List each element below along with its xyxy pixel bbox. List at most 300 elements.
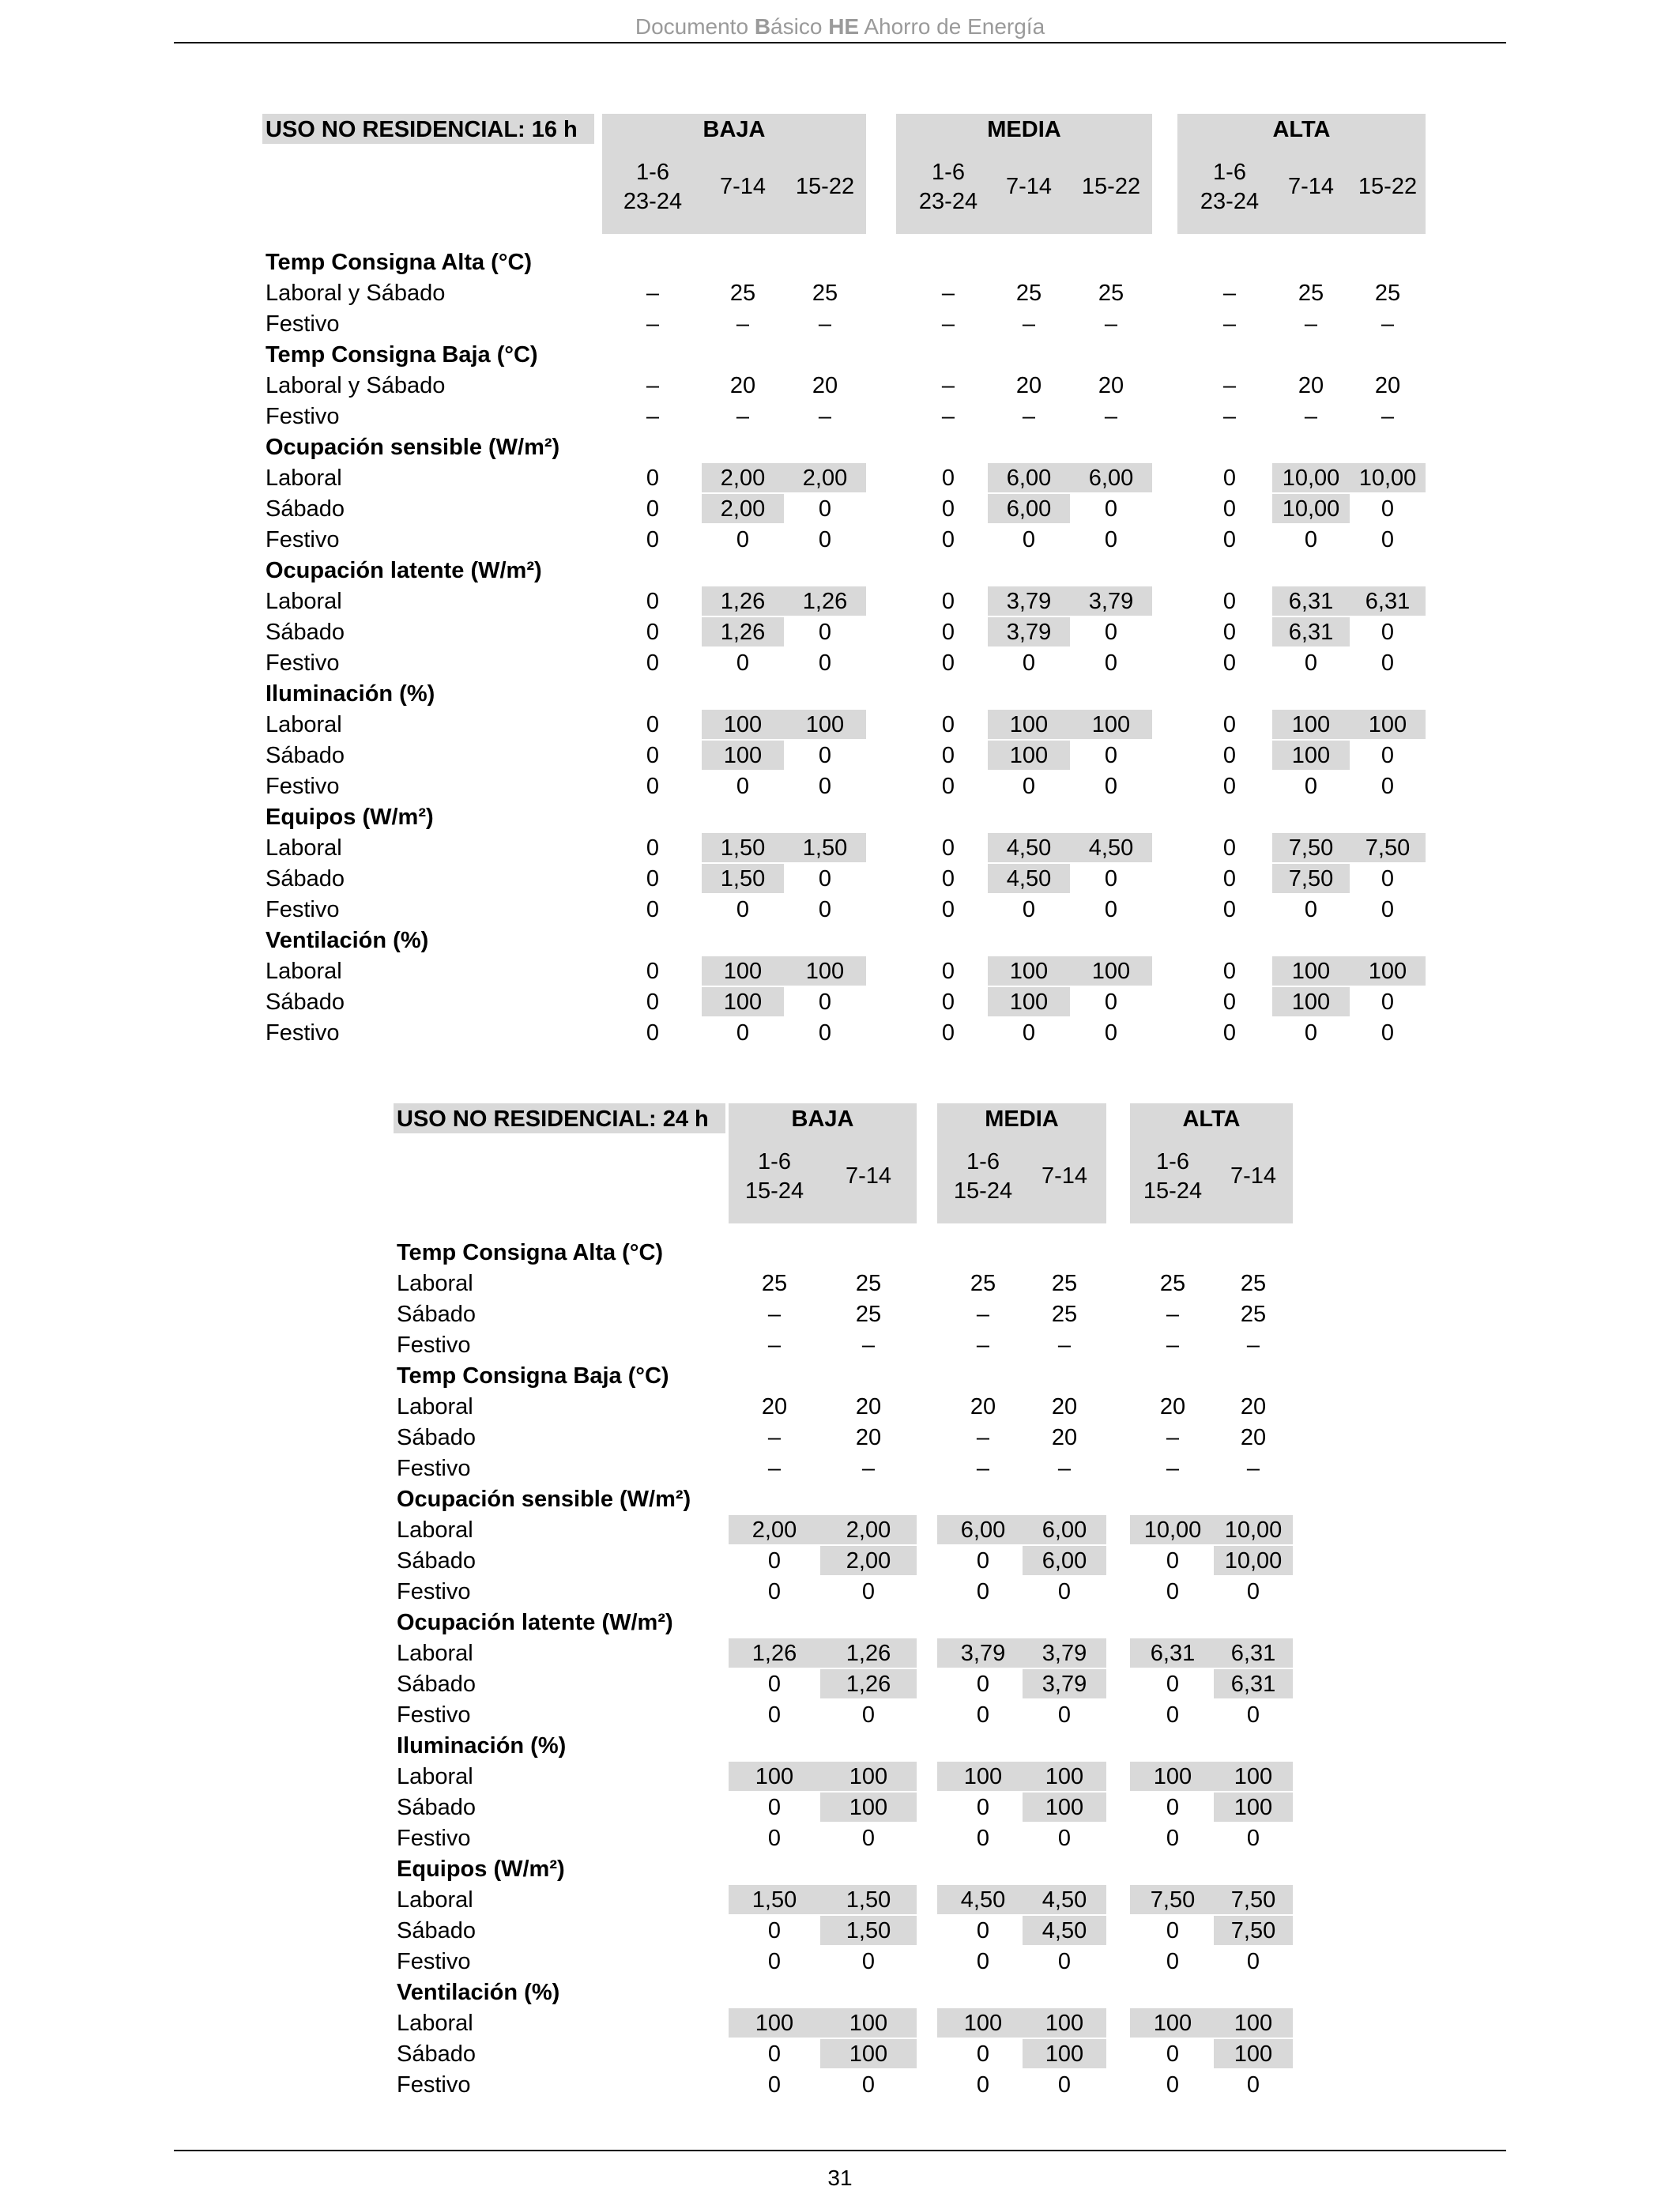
table-cell: 25: [1015, 281, 1042, 306]
table-cell: 100: [1291, 959, 1331, 984]
table-cell: 0: [1104, 990, 1118, 1015]
table-cell: 25: [855, 1271, 882, 1296]
table-cell: –: [1166, 1302, 1180, 1327]
section-title: Ocupación sensible (W/m²): [266, 435, 560, 460]
column-header-line: 23-24: [918, 189, 978, 214]
table-cell: 0: [646, 774, 660, 799]
table-cell: 100: [1091, 959, 1131, 984]
table-cell: 0: [736, 897, 750, 922]
table-cell: 0: [1166, 2041, 1180, 2067]
section-title: Temp Consigna Alta (°C): [266, 250, 533, 275]
table-cell: 20: [1015, 373, 1042, 398]
table-cell: –: [1222, 373, 1237, 398]
table-cell: –: [767, 1333, 782, 1358]
table-cell: 2,00: [751, 1517, 797, 1543]
column-header-line: 7-14: [1005, 174, 1053, 199]
table-cell: –: [1381, 404, 1395, 429]
table-cell: 0: [646, 496, 660, 522]
table-cell: 0: [646, 1020, 660, 1046]
table-cell: 25: [812, 281, 838, 306]
table-cell: 0: [1222, 959, 1237, 984]
table-cell: 0: [1166, 2072, 1180, 2098]
table-cell: 2,00: [720, 466, 766, 491]
column-header: [937, 1148, 1029, 1206]
table-cell: 100: [1368, 712, 1407, 737]
table-cell: 0: [861, 1826, 876, 1851]
table-cell: 0: [1304, 774, 1318, 799]
table-cell: 0: [736, 527, 750, 552]
table-cell: 0: [818, 743, 832, 768]
table-cell: –: [1304, 311, 1318, 337]
table-cell: 0: [1166, 1548, 1180, 1574]
table-cell: 0: [767, 1548, 782, 1574]
table-cell: –: [1057, 1456, 1072, 1481]
table-cell: –: [1166, 1456, 1180, 1481]
table-cell: 100: [723, 743, 763, 768]
table-cell: 0: [767, 2072, 782, 2098]
table-cell: 0: [646, 589, 660, 614]
table-cell: 0: [1022, 1020, 1036, 1046]
table-cell: 0: [1381, 620, 1395, 645]
section-title: Temp Consigna Baja (°C): [397, 1363, 669, 1389]
table-cell: 0: [646, 897, 660, 922]
column-header-line: 1-6: [758, 1149, 791, 1174]
table-cell: –: [861, 1456, 876, 1481]
row-label: Laboral: [397, 1394, 473, 1419]
table-cell: 0: [1304, 527, 1318, 552]
table-cell: 0: [646, 650, 660, 676]
table-cell: 6,31: [1230, 1672, 1276, 1697]
table-cell: 0: [736, 774, 750, 799]
column-header-line: 15-24: [953, 1178, 1013, 1204]
table-cell: 0: [941, 990, 955, 1015]
table-cell: 100: [1291, 990, 1331, 1015]
table-cell: –: [976, 1425, 990, 1450]
table-cell: 100: [1009, 712, 1049, 737]
table-cell: 6,00: [1088, 466, 1134, 491]
table-cell: 0: [1057, 2072, 1072, 2098]
table-cell: 10,00: [1282, 466, 1340, 491]
table-cell: –: [736, 404, 750, 429]
table-cell: 0: [1246, 1579, 1260, 1604]
section-title: Ocupación latente (W/m²): [397, 1610, 673, 1635]
table-cell: –: [1222, 281, 1237, 306]
table-cell: 0: [1166, 1918, 1180, 1943]
table-cell: 25: [1051, 1271, 1078, 1296]
row-label: Laboral y Sábado: [266, 281, 446, 306]
column-header-line: 23-24: [1200, 189, 1260, 214]
column-header: [1350, 172, 1426, 202]
table-cell: 1,26: [802, 589, 848, 614]
column-header-line: 1-6: [636, 160, 669, 185]
table-cell: 0: [646, 959, 660, 984]
column-header-line: 1-6: [1213, 160, 1246, 185]
table-cell: 0: [941, 743, 955, 768]
table-cell: 25: [855, 1302, 882, 1327]
table-cell: 1,26: [846, 1641, 891, 1666]
table-cell: 0: [1246, 1826, 1260, 1851]
table-cell: 0: [1104, 650, 1118, 676]
column-header-line: 7-14: [1041, 1163, 1088, 1189]
table-cell: 25: [761, 1271, 788, 1296]
table-cell: 0: [736, 1020, 750, 1046]
section-title: Temp Consigna Baja (°C): [266, 342, 538, 368]
table-cell: –: [818, 404, 832, 429]
table-cell: 0: [941, 866, 955, 892]
table-cell: –: [941, 373, 955, 398]
section-title: Temp Consigna Alta (°C): [397, 1240, 664, 1265]
table-cell: 0: [1381, 527, 1395, 552]
table-cell: 100: [1153, 1764, 1192, 1789]
section-title: Ocupación latente (W/m²): [266, 558, 542, 583]
column-header-line: 15-22: [795, 174, 855, 199]
table-cell: 20: [729, 373, 756, 398]
table-cell: 20: [1159, 1394, 1186, 1419]
table-cell: 20: [812, 373, 838, 398]
column-header: [1070, 172, 1152, 202]
column-header: [702, 172, 784, 202]
table-cell: 25: [1051, 1302, 1078, 1327]
section-title: Iluminación (%): [266, 681, 435, 707]
table-cell: 0: [818, 897, 832, 922]
row-label: Laboral: [397, 1887, 473, 1913]
table-cell: –: [1304, 404, 1318, 429]
row-label: Sábado: [397, 1548, 476, 1574]
table-cell: 0: [941, 774, 955, 799]
table-cell: 0: [941, 620, 955, 645]
row-label: Laboral y Sábado: [266, 373, 446, 398]
table-cell: 0: [646, 743, 660, 768]
table-cell: –: [861, 1333, 876, 1358]
column-header: [1214, 1162, 1293, 1191]
row-label: Sábado: [397, 1302, 476, 1327]
table-cell: 0: [1057, 1826, 1072, 1851]
table-cell: 0: [976, 1795, 990, 1820]
section-title: Equipos (W/m²): [397, 1857, 565, 1882]
row-label: Laboral: [397, 1517, 473, 1543]
column-header: [820, 1162, 917, 1191]
table-cell: –: [1222, 404, 1237, 429]
table-cell: 0: [818, 496, 832, 522]
table-cell: 3,79: [1006, 589, 1052, 614]
table-cell: 25: [729, 281, 756, 306]
table-cell: 0: [646, 466, 660, 491]
table-cell: 6,31: [1365, 589, 1411, 614]
column-header-line: 1-6: [966, 1149, 1000, 1174]
table-cell: 0: [1104, 1020, 1118, 1046]
table-cell: 3,79: [960, 1641, 1006, 1666]
table-cell: 100: [849, 2041, 888, 2067]
table-cell: 0: [1222, 712, 1237, 737]
table-cell: 0: [1022, 527, 1036, 552]
table-cell: 100: [1234, 2041, 1273, 2067]
table-cell: 100: [1009, 959, 1049, 984]
row-label: Festivo: [397, 1579, 471, 1604]
table-cell: 1,26: [751, 1641, 797, 1666]
table-cell: 100: [1291, 712, 1331, 737]
table-cell: 20: [761, 1394, 788, 1419]
section-title: Ventilación (%): [397, 1980, 560, 2005]
table-cell: 0: [767, 1918, 782, 1943]
row-label: Sábado: [397, 1672, 476, 1697]
table-cell: 100: [1045, 2041, 1084, 2067]
header-rule: [174, 42, 1506, 43]
table-cell: 100: [723, 959, 763, 984]
table-cell: 10,00: [1143, 1517, 1202, 1543]
table-cell: 2,00: [720, 496, 766, 522]
table-cell: 0: [1222, 835, 1237, 861]
footer-rule: [174, 2150, 1506, 2151]
table-cell: –: [1022, 311, 1036, 337]
table-cell: 0: [767, 1672, 782, 1697]
table-cell: 6,00: [1042, 1548, 1087, 1574]
table-cell: 0: [1022, 774, 1036, 799]
row-label: Sábado: [397, 1425, 476, 1450]
table-cell: 100: [849, 1764, 888, 1789]
column-header-line: 23-24: [623, 189, 683, 214]
table-cell: –: [1246, 1456, 1260, 1481]
table-cell: 0: [941, 897, 955, 922]
table-cell: 0: [1166, 1702, 1180, 1728]
group-header-baja: BAJA: [791, 1106, 854, 1132]
table-cell: 0: [1104, 774, 1118, 799]
row-label: Sábado: [397, 2041, 476, 2067]
table-cell: 10,00: [1282, 496, 1340, 522]
table-cell: 2,00: [846, 1548, 891, 1574]
table-cell: 0: [646, 527, 660, 552]
row-label: Laboral: [397, 1641, 473, 1666]
table-title: USO NO RESIDENCIAL: 16 h: [266, 117, 578, 142]
table-cell: 0: [818, 774, 832, 799]
table-cell: 0: [861, 1579, 876, 1604]
row-label: Sábado: [266, 866, 345, 892]
table-cell: 0: [1246, 1702, 1260, 1728]
row-label: Laboral: [266, 589, 342, 614]
table-cell: 0: [767, 1949, 782, 1974]
table-cell: 0: [1246, 1949, 1260, 1974]
table-cell: 1,50: [720, 835, 766, 861]
table-cell: 0: [976, 2041, 990, 2067]
table-cell: 0: [1222, 466, 1237, 491]
table-cell: 0: [646, 990, 660, 1015]
table-cell: 6,31: [1150, 1641, 1196, 1666]
row-label: Sábado: [266, 496, 345, 522]
table-cell: 4,50: [1042, 1918, 1087, 1943]
table-cell: 25: [1098, 281, 1124, 306]
table-cell: 0: [861, 2072, 876, 2098]
table-cell: –: [976, 1302, 990, 1327]
table-cell: 6,31: [1288, 589, 1334, 614]
table-cell: 6,00: [1006, 496, 1052, 522]
row-label: Festivo: [266, 404, 340, 429]
table-cell: 100: [1091, 712, 1131, 737]
table-cell: 0: [1166, 1579, 1180, 1604]
row-label: Sábado: [397, 1918, 476, 1943]
row-label: Festivo: [266, 311, 340, 337]
table-cell: 0: [1381, 1020, 1395, 1046]
table-cell: –: [646, 404, 660, 429]
table-cell: 100: [1045, 1764, 1084, 1789]
table-cell: 4,50: [1042, 1887, 1087, 1913]
section-title: Ocupación sensible (W/m²): [397, 1487, 691, 1512]
section-title: Equipos (W/m²): [266, 805, 434, 830]
table-cell: 100: [1009, 743, 1049, 768]
column-header-line: 7-14: [1230, 1163, 1277, 1189]
table-cell: 3,79: [1042, 1672, 1087, 1697]
table-cell: 1,50: [802, 835, 848, 861]
table-cell: 0: [1304, 650, 1318, 676]
table-cell: 100: [755, 2011, 794, 2036]
table-cell: 0: [1381, 650, 1395, 676]
table-cell: 7,50: [1230, 1918, 1276, 1943]
table-cell: 0: [941, 589, 955, 614]
table-cell: 100: [1368, 959, 1407, 984]
column-header-line: 15-24: [744, 1178, 804, 1204]
table-cell: 0: [976, 1672, 990, 1697]
group-header-alta: ALTA: [1272, 117, 1331, 142]
table-cell: 0: [941, 959, 955, 984]
table-cell: 0: [1304, 1020, 1318, 1046]
table-cell: 0: [1381, 866, 1395, 892]
table-cell: 0: [1222, 866, 1237, 892]
table-cell: –: [941, 404, 955, 429]
table-cell: 0: [818, 1020, 832, 1046]
table-cell: 0: [1222, 620, 1237, 645]
table-cell: 20: [1051, 1425, 1078, 1450]
table-cell: 0: [1222, 897, 1237, 922]
row-label: Laboral: [397, 1764, 473, 1789]
table-cell: 6,00: [1042, 1517, 1087, 1543]
column-header: [896, 158, 1000, 217]
table-cell: –: [646, 311, 660, 337]
group-header-alta: ALTA: [1182, 1106, 1241, 1132]
table-cell: 3,79: [1042, 1641, 1087, 1666]
table-cell: 0: [767, 1579, 782, 1604]
table-title: USO NO RESIDENCIAL: 24 h: [397, 1106, 709, 1132]
column-header-line: 1-6: [1156, 1149, 1189, 1174]
table-cell: 0: [1381, 774, 1395, 799]
table-cell: 0: [818, 650, 832, 676]
table-cell: 0: [1057, 1702, 1072, 1728]
table-cell: 0: [736, 650, 750, 676]
group-header-media: MEDIA: [987, 117, 1061, 142]
table-cell: –: [1246, 1333, 1260, 1358]
table-cell: 3,79: [1088, 589, 1134, 614]
table-cell: –: [1057, 1333, 1072, 1358]
table-cell: –: [1166, 1425, 1180, 1450]
table-cell: 100: [963, 2011, 1003, 2036]
table-cell: –: [818, 311, 832, 337]
column-header: [784, 172, 866, 202]
table-cell: 0: [1104, 527, 1118, 552]
table-cell: 20: [970, 1394, 996, 1419]
table-cell: 0: [767, 2041, 782, 2067]
table-cell: –: [1022, 404, 1036, 429]
table-cell: 0: [1057, 1579, 1072, 1604]
section-title: Ventilación (%): [266, 928, 429, 953]
table-cell: 20: [1051, 1394, 1078, 1419]
table-cell: –: [646, 281, 660, 306]
table-cell: –: [1104, 404, 1118, 429]
table-cell: 1,26: [720, 589, 766, 614]
row-label: Laboral: [266, 959, 342, 984]
table-cell: 100: [805, 959, 845, 984]
row-label: Festivo: [397, 1826, 471, 1851]
table-cell: 7,50: [1288, 835, 1334, 861]
table-cell: 0: [818, 527, 832, 552]
table-cell: 100: [1291, 743, 1331, 768]
table-cell: –: [941, 281, 955, 306]
table-cell: –: [1104, 311, 1118, 337]
table-cell: 0: [1222, 990, 1237, 1015]
column-header: [602, 158, 703, 217]
table-cell: 0: [818, 990, 832, 1015]
table-cell: 4,50: [960, 1887, 1006, 1913]
section-title: Iluminación (%): [397, 1733, 567, 1759]
column-header: [1023, 1162, 1106, 1191]
table-cell: 25: [1298, 281, 1324, 306]
table-cell: 0: [1104, 743, 1118, 768]
table-cell: –: [1166, 1333, 1180, 1358]
table-cell: 0: [1381, 897, 1395, 922]
table-cell: 25: [1159, 1271, 1186, 1296]
table-cell: 6,00: [960, 1517, 1006, 1543]
table-cell: 10,00: [1358, 466, 1417, 491]
table-cell: 100: [1153, 2011, 1192, 2036]
table-cell: –: [976, 1456, 990, 1481]
table-cell: 25: [1374, 281, 1401, 306]
table-cell: 20: [1240, 1425, 1267, 1450]
table-cell: 0: [1104, 866, 1118, 892]
page-header: Documento Básico HE Ahorro de Energía: [635, 14, 1045, 39]
table-cell: 0: [1166, 1949, 1180, 1974]
table-cell: 0: [1222, 743, 1237, 768]
row-label: Sábado: [266, 743, 345, 768]
table-cell: 0: [767, 1826, 782, 1851]
table-cell: –: [767, 1302, 782, 1327]
row-label: Festivo: [397, 1456, 471, 1481]
table-cell: 7,50: [1288, 866, 1334, 892]
row-label: Laboral: [397, 2011, 473, 2036]
table-cell: 10,00: [1224, 1517, 1283, 1543]
column-header-line: 7-14: [845, 1163, 892, 1189]
table-cell: –: [767, 1456, 782, 1481]
row-label: Laboral: [266, 466, 342, 491]
table-cell: 25: [1240, 1271, 1267, 1296]
table-cell: 0: [861, 1949, 876, 1974]
row-label: Festivo: [397, 1333, 471, 1358]
row-label: Festivo: [266, 897, 340, 922]
row-label: Sábado: [397, 1795, 476, 1820]
table-cell: –: [941, 311, 955, 337]
table-cell: 1,26: [720, 620, 766, 645]
table-cell: 20: [855, 1425, 882, 1450]
table-cell: 0: [941, 712, 955, 737]
table-cell: 0: [1166, 1826, 1180, 1851]
table-cell: 0: [1022, 650, 1036, 676]
column-header-line: 7-14: [1287, 174, 1335, 199]
table-cell: 0: [646, 712, 660, 737]
table-cell: 100: [1234, 1795, 1273, 1820]
table-cell: 0: [1104, 620, 1118, 645]
column-header: [988, 172, 1070, 202]
row-label: Sábado: [266, 990, 345, 1015]
row-label: Sábado: [266, 620, 345, 645]
table-cell: 0: [818, 620, 832, 645]
row-label: Festivo: [397, 2072, 471, 2098]
row-label: Laboral: [266, 835, 342, 861]
table-cell: 0: [1022, 897, 1036, 922]
